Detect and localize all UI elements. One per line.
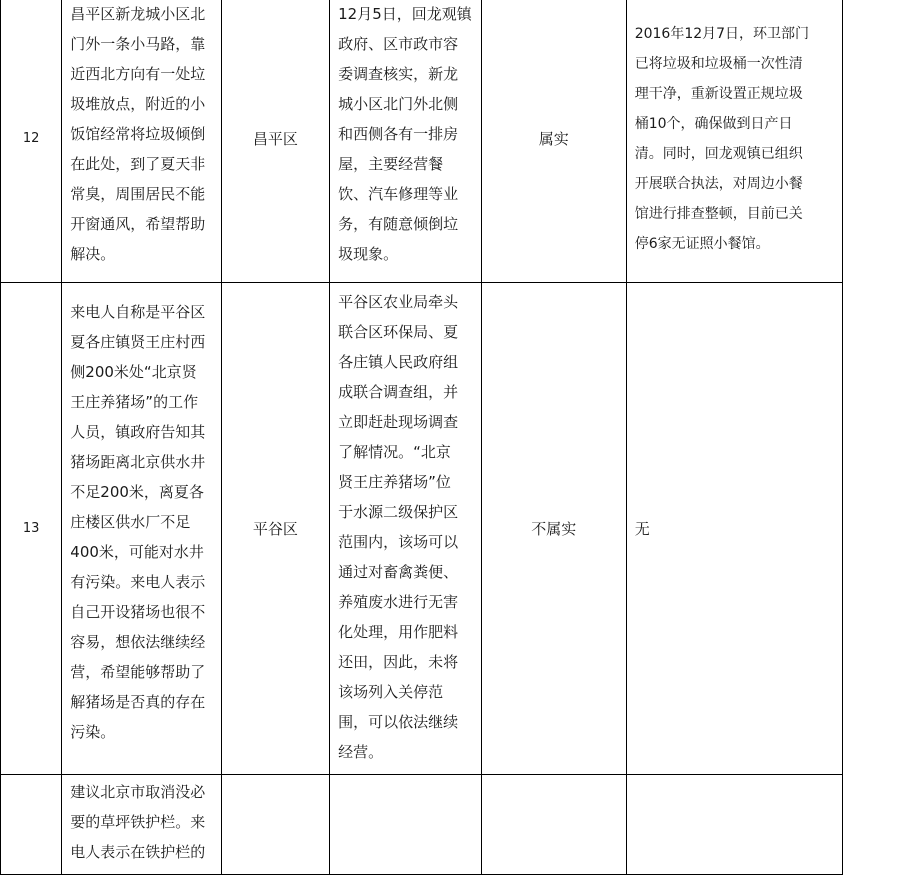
result-cell (626, 775, 842, 875)
district-cell: 平谷区 (221, 283, 330, 775)
investigation-cell (330, 283, 482, 775)
right-margin (843, 0, 917, 283)
row-number: 13 (1, 283, 62, 775)
fact-status-cell: 不属实 (481, 283, 626, 775)
table-row (1, 0, 917, 283)
table-row (1, 775, 917, 875)
investigation-text: 12月5日，回龙观镇 政府、区市政市容 委调查核实，新龙 城小区北门外北侧 和西侧各有一排房 屋，主要经营餐 饮、汽车修理等业 务，有随意倾倒垃 圾现象。 (338, 5, 472, 263)
investigation-cell (330, 0, 482, 283)
district-cell (221, 775, 330, 875)
result-cell (626, 0, 842, 283)
table-row (1, 283, 917, 775)
right-margin (843, 283, 917, 775)
investigation-cell (330, 775, 482, 875)
complaint-description: 建议北京市取消没必 要的草坪铁护栏。来 电人表示在铁护栏的 (70, 783, 206, 861)
fact-status-cell (481, 775, 626, 875)
row-number: 12 (1, 0, 62, 283)
row-number (1, 775, 62, 875)
complaint-description-cell (62, 283, 221, 775)
right-margin (843, 775, 917, 875)
result-cell: 无 (626, 283, 842, 775)
complaint-description-cell (62, 775, 221, 875)
district-cell: 昌平区 (221, 0, 330, 283)
fact-status-cell: 属实 (481, 0, 626, 283)
result-text: 2016年12月7日，环卫部门 已将垃圾和垃圾桶一次性清 理干净，重新设置正规垃圾 桶10个，确保做到日产日 清。同时，回龙观镇已组织 开展联合执法，对周边小餐 馆进行排查整顿，目前已关 停6家无证照小餐馆。 (634, 25, 810, 252)
complaint-description: 来电人自称是平谷区 夏各庄镇贤王庄村西 侧200米处“北京贤 王庄养猪场”的工作 人员，镇政府告知其 猪场距离北京供水井 不足200米，离夏各 庄楼区供水厂不足 400米，可能对水井 有污染。来电人表示 自己开设猪场也很不 容易，想依法继续经 营，希望能够帮助了 解猪场是否真的存在 污染。 (70, 303, 206, 741)
complaint-description: 昌平区新龙城小区北 门外一条小马路，靠 近西北方向有一处垃 圾堆放点，附近的小 饭馆经常将垃圾倾倒 在此处，到了夏天非 常臭，周围居民不能 开窗通风，希望帮助 解决。 (70, 5, 206, 263)
complaint-description-cell (62, 0, 221, 283)
investigation-text: 平谷区农业局牵头 联合区环保局、夏 各庄镇人民政府组 成联合调查组，并 立即赶赴现场调查 了解情况。“北京 贤王庄养猪场”位 于水源二级保护区 范围内，该场可以 通过对畜禽粪便、 养殖废水进行无害 化处理，用作肥料 还田，因此，未将 该场列入关停范 围，可以依法继续 经营。 (338, 293, 459, 761)
